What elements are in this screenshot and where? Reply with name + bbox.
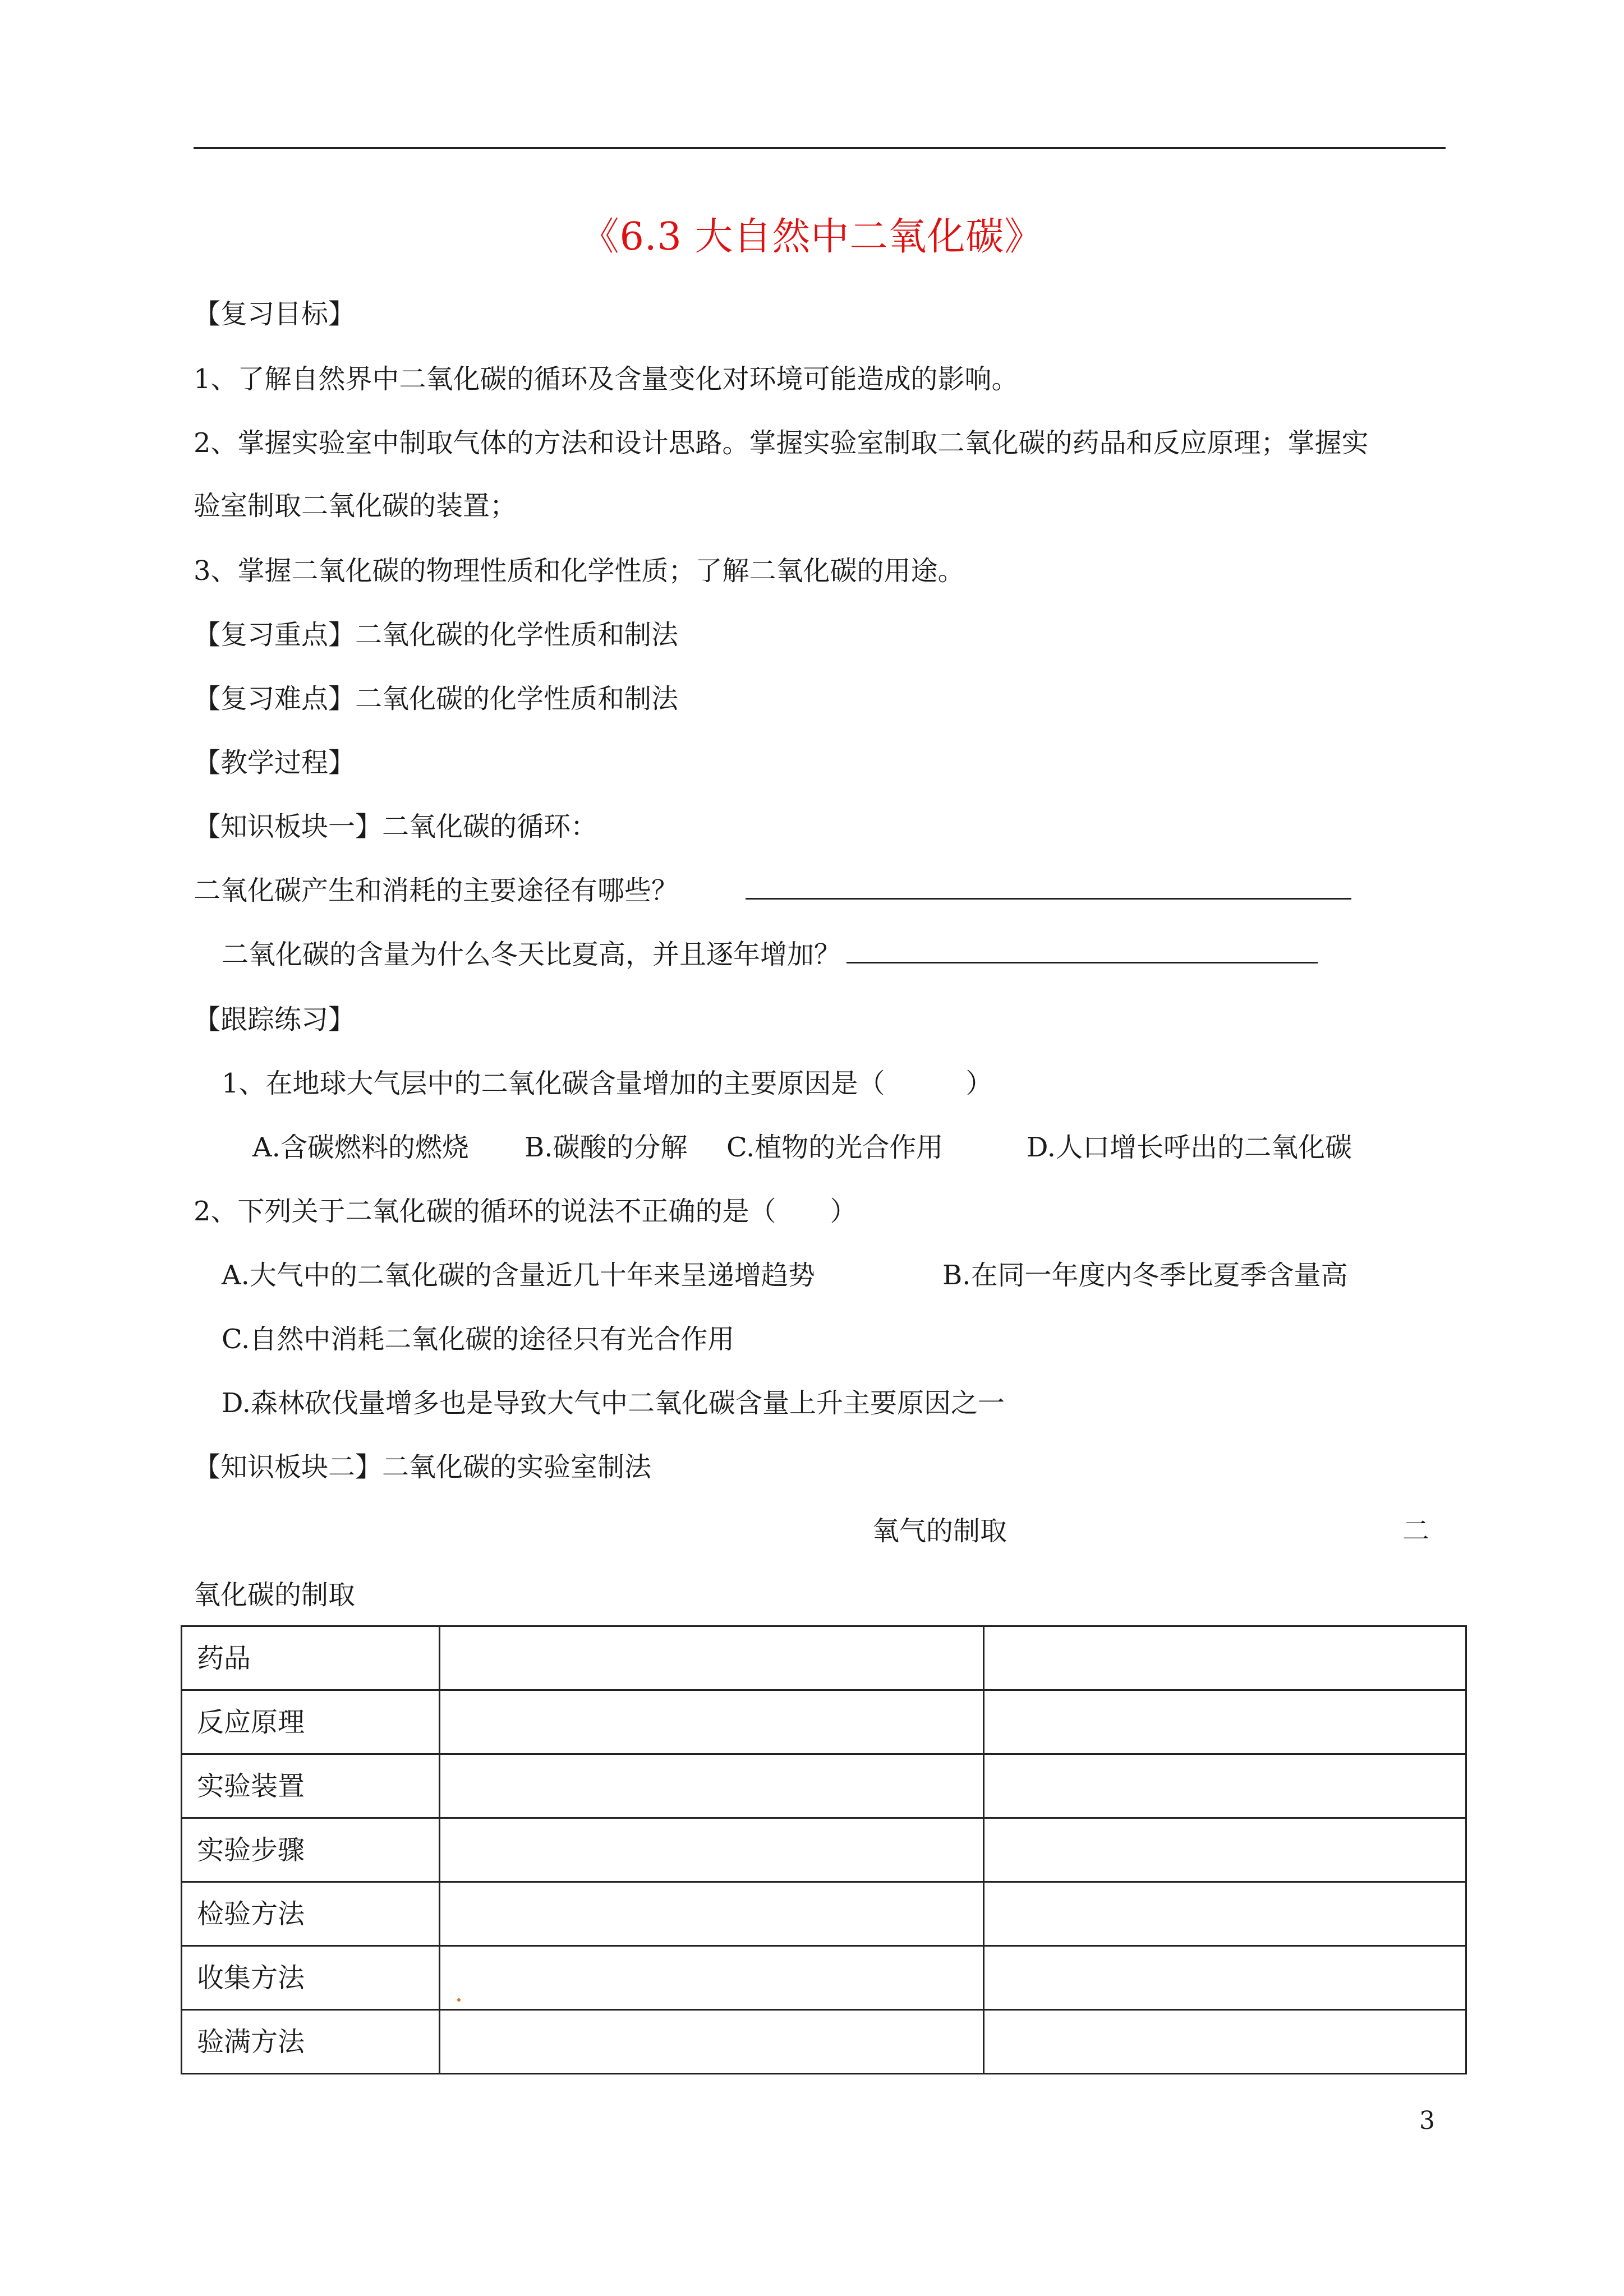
practice-heading: 【跟踪练习】 — [194, 1004, 356, 1035]
oxygen-cell[interactable] — [440, 1626, 984, 1690]
q2-option-c: C.自然中消耗二氧化碳的途径只有光合作用 — [222, 1324, 735, 1355]
oxygen-cell[interactable] — [440, 1690, 984, 1754]
module-2-heading: 【知识板块二】二氧化碳的实验室制法 — [194, 1451, 652, 1483]
column-oxygen-heading: 氧气的制取 — [872, 1515, 1007, 1547]
q1-option-a: A.含碳燃料的燃烧 — [252, 1132, 469, 1163]
page-title: 《6.3 大自然中二氧化碳》 — [581, 215, 1043, 259]
q2-option-d: D.森林砍伐量增多也是导致大气中二氧化碳含量上升主要原因之一 — [222, 1387, 1005, 1419]
review-goal-heading: 【复习目标】 — [194, 298, 356, 330]
row-label: 验满方法 — [182, 2010, 440, 2074]
co2-cell[interactable] — [984, 2010, 1466, 2074]
co2-cell[interactable] — [984, 1882, 1466, 1946]
question-1 — [194, 873, 1351, 909]
comparison-table — [181, 1625, 1467, 2074]
goal-3: 3、掌握二氧化碳的物理性质和化学性质；了解二氧化碳的用途。 — [194, 555, 965, 587]
difficulty: 【复习难点】二氧化碳的化学性质和制法 — [194, 683, 679, 714]
header-rule — [194, 147, 1446, 149]
goal-1: 1、了解自然界中二氧化碳的循环及含量变化对环境可能造成的影响。 — [194, 363, 1019, 395]
oxygen-cell[interactable] — [440, 1946, 984, 2010]
stray-mark — [457, 1998, 461, 2002]
column-co2-heading-part1: 二 — [1402, 1515, 1430, 1547]
question-1-text: 二氧化碳产生和消耗的主要途径有哪些？ — [194, 875, 679, 906]
oxygen-cell[interactable] — [440, 1882, 984, 1946]
co2-cell[interactable] — [984, 1626, 1466, 1690]
column-co2-heading-part2: 氧化碳的制取 — [194, 1579, 356, 1611]
row-label: 实验步骤 — [182, 1818, 440, 1882]
key-point: 【复习重点】二氧化碳的化学性质和制法 — [194, 619, 679, 651]
co2-cell[interactable] — [984, 1754, 1466, 1818]
co2-cell[interactable] — [984, 1690, 1466, 1754]
q2-stem: 2、下列关于二氧化碳的循环的说法不正确的是（ ） — [194, 1196, 857, 1227]
q1-option-c: C.植物的光合作用 — [726, 1132, 944, 1163]
teaching-process: 【教学过程】 — [194, 747, 356, 778]
table-row — [182, 1754, 1466, 1818]
table-row — [182, 1882, 1466, 1946]
question-2 — [222, 937, 1318, 972]
co2-cell[interactable] — [984, 1818, 1466, 1882]
row-label: 反应原理 — [182, 1690, 440, 1754]
table-row — [182, 1946, 1466, 2010]
module-1-heading: 【知识板块一】二氧化碳的循环： — [194, 811, 598, 842]
table-row — [182, 2010, 1466, 2074]
question-2-text: 二氧化碳的含量为什么冬天比夏高，并且逐年增加？ — [222, 939, 841, 970]
oxygen-cell[interactable] — [440, 1818, 984, 1882]
goal-2-line2: 验室制取二氧化碳的装置； — [194, 490, 517, 522]
q2-option-b: B.在同一年度内冬季比夏季含量高 — [942, 1260, 1348, 1291]
table-row — [182, 1626, 1466, 1690]
goal-2-line1: 2、掌握实验室中制取气体的方法和设计思路。掌握实验室制取二氧化碳的药品和反应原理；掌握实 — [194, 427, 1369, 459]
answer-blank-2[interactable] — [846, 939, 1318, 963]
row-label: 实验装置 — [182, 1754, 440, 1818]
q1-stem: 1、在地球大气层中的二氧化碳含量增加的主要原因是（ ） — [222, 1068, 993, 1099]
co2-cell[interactable] — [984, 1946, 1466, 2010]
page-number: 3 — [1419, 2106, 1435, 2135]
table-row — [182, 1818, 1466, 1882]
row-label: 检验方法 — [182, 1882, 440, 1946]
table-row — [182, 1690, 1466, 1754]
q1-option-b: B.碳酸的分解 — [525, 1132, 688, 1163]
q1-option-d: D.人口增长呼出的二氧化碳 — [1027, 1132, 1352, 1163]
answer-blank-1[interactable] — [746, 875, 1351, 900]
row-label: 药品 — [182, 1626, 440, 1690]
oxygen-cell[interactable] — [440, 1754, 984, 1818]
oxygen-cell[interactable] — [440, 2010, 984, 2074]
q2-option-a: A.大气中的二氧化碳的含量近几十年来呈递增趋势 — [222, 1260, 815, 1291]
row-label: 收集方法 — [182, 1946, 440, 2010]
